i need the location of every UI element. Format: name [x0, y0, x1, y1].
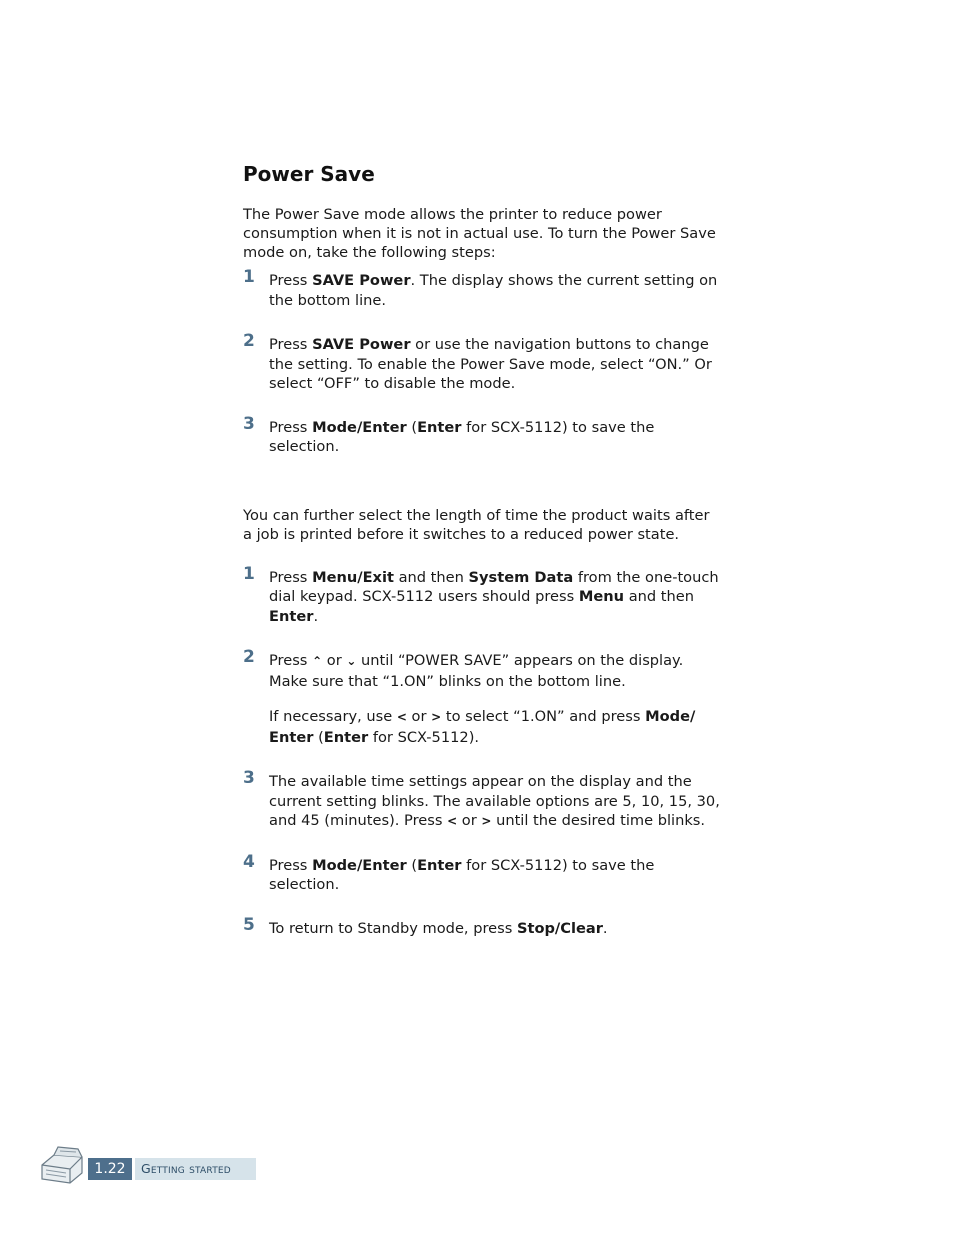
step-number: 2	[243, 331, 255, 351]
step-b-3: 3 The available time settings appear on the display and the current setting blinks. The available options are 5, 10, 15, 30, and 45 (minutes). Press < or > until the desired time blinks.	[243, 772, 723, 832]
chapter-label: Getting started	[135, 1158, 256, 1180]
step-number: 3	[243, 768, 255, 788]
left-arrow-icon: <	[396, 710, 407, 724]
step-number: 5	[243, 914, 255, 935]
step-number: 1	[243, 267, 255, 287]
page-footer	[38, 1143, 278, 1183]
printer-icon	[38, 1143, 86, 1187]
step-number: 2	[243, 647, 255, 667]
step-a-2: 2 Press SAVE Power or use the navigation buttons to change the setting. To enable the Power Save mode, select “ON.” Or select “OFF” to disable the mode.	[243, 331, 712, 392]
right-arrow-icon: >	[431, 710, 442, 724]
intro-paragraph: The Power Save mode allows the printer to reduce power consumption when it is not in actual use. To turn the Power Save mode on, take the following steps:	[243, 206, 716, 261]
step-number: 1	[243, 563, 255, 584]
step-b-4: 4 Press Mode/Enter (Enter for SCX-5112) to save the selection.	[243, 851, 655, 893]
right-arrow-icon: >	[481, 814, 492, 828]
section-title: Power Save	[243, 162, 375, 186]
page-number: 1.22	[88, 1158, 132, 1180]
step-number: 3	[243, 413, 255, 434]
up-arrow-icon: ⌃	[312, 654, 323, 668]
down-arrow-icon: ⌄	[346, 654, 357, 668]
step-b-2: 2 Press ⌃ or ⌄ until “POWER SAVE” appears on the display. Make sure that “1.ON” blinks on the bottom line. If necessary, use < or > to select “1.ON” and press Mode/ Enter (Enter for SCX-5112).	[243, 647, 696, 746]
page-content	[243, 160, 723, 938]
step-a-1: 1 Press SAVE Power. The display shows the current setting on the bottom line.	[243, 267, 718, 309]
second-intro-paragraph: You can further select the length of time the product waits after a job is printed before it switches to a reduced power state.	[243, 506, 710, 543]
step-number: 4	[243, 851, 255, 872]
step-b-1: 1 Press Menu/Exit and then System Data from the one-touch dial keypad. SCX-5112 users should press Menu and then Enter.	[243, 563, 719, 625]
step-b-5: 5 To return to Standby mode, press Stop/Clear.	[243, 914, 608, 937]
left-arrow-icon: <	[447, 814, 458, 828]
step-a-3: 3 Press Mode/Enter (Enter for SCX-5112) to save the selection.	[243, 413, 655, 455]
